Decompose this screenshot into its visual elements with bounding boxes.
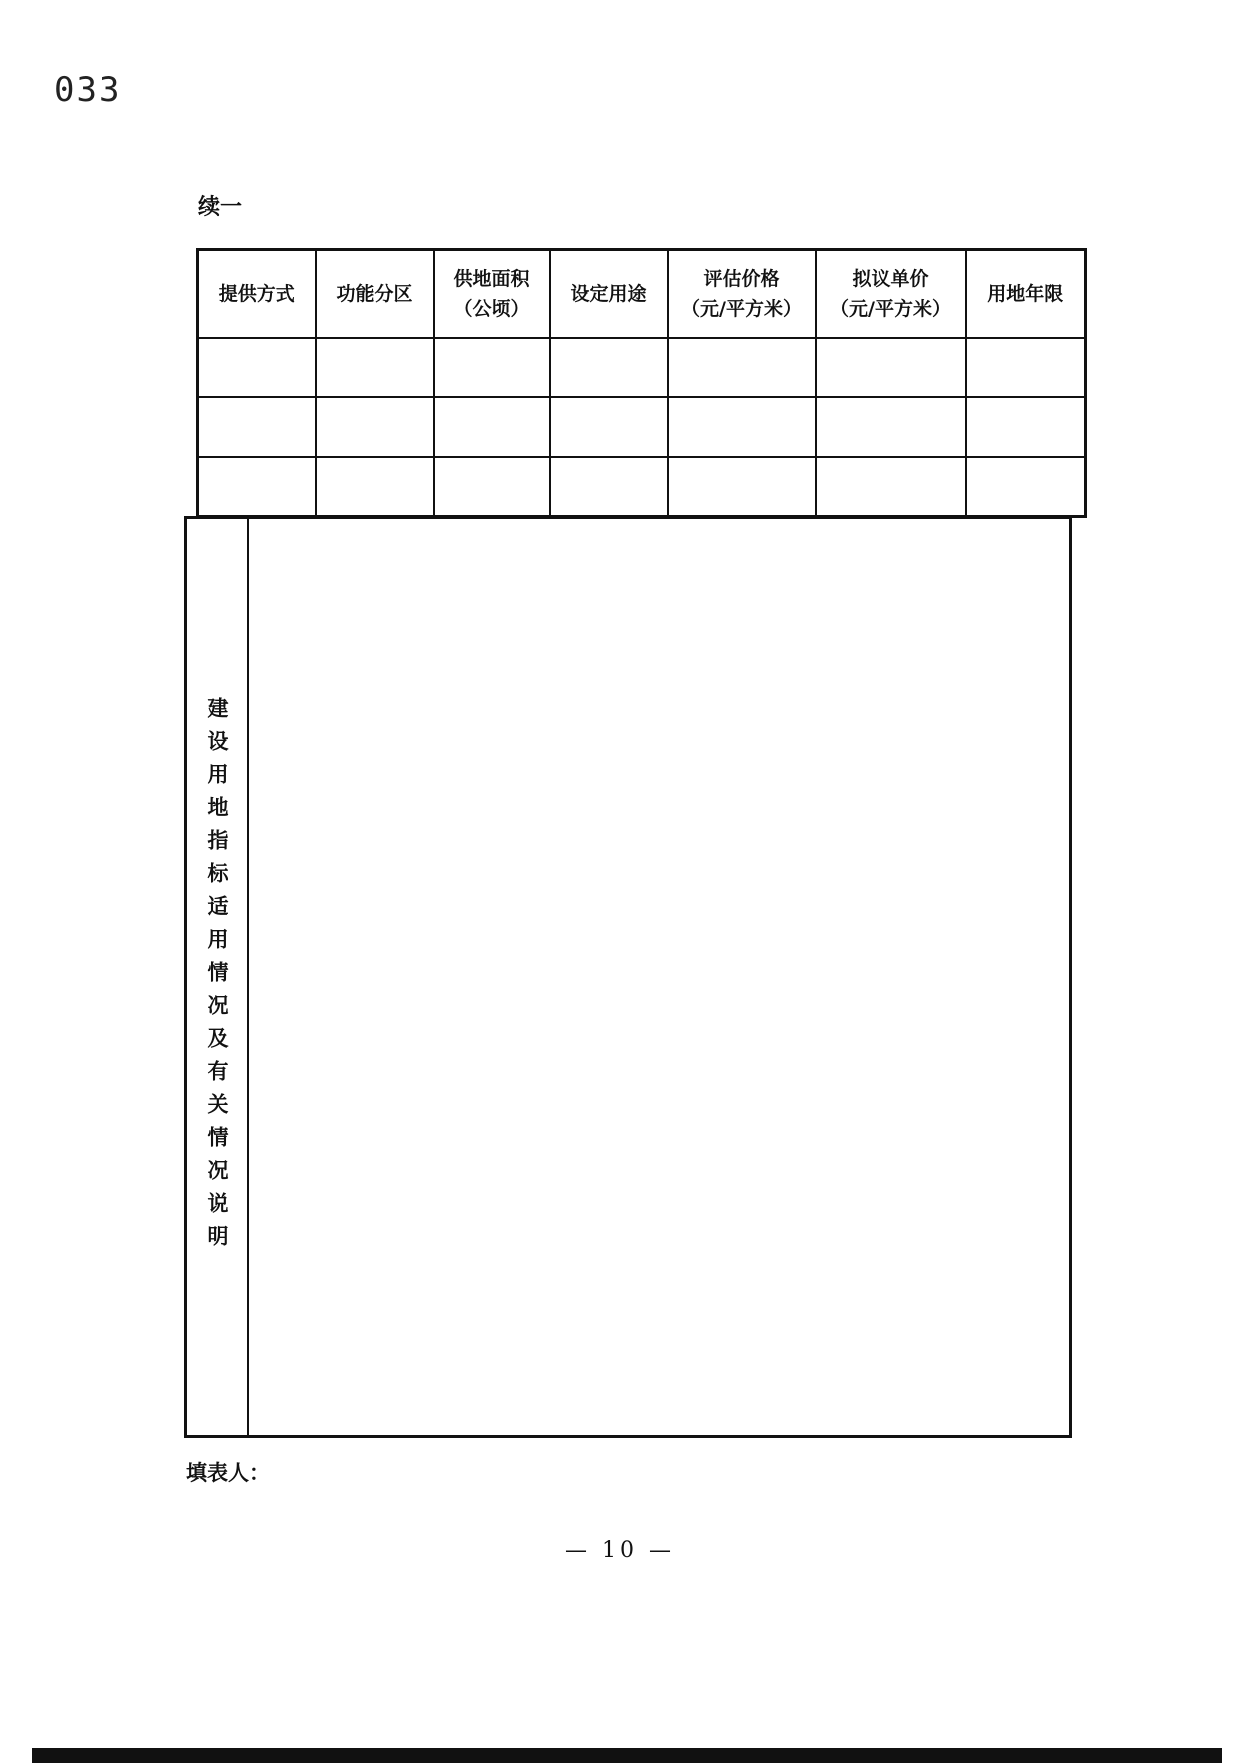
table-cell[interactable]	[316, 397, 434, 457]
table-row	[198, 338, 1086, 398]
table-cell[interactable]	[550, 457, 668, 517]
table-cell[interactable]	[966, 338, 1086, 398]
scan-border-bar	[32, 1748, 1222, 1763]
footer-page-number: — 10 —	[565, 1538, 675, 1563]
table-cell[interactable]	[668, 397, 816, 457]
table-cell[interactable]	[668, 338, 816, 398]
table-cell[interactable]	[434, 397, 550, 457]
header-proposed-unit-price: 拟议单价 （元/平方米）	[816, 250, 966, 338]
table-cell[interactable]	[816, 397, 966, 457]
page-number-stamp: 033	[54, 70, 122, 110]
continuation-label: 续一	[198, 195, 243, 220]
table-cell[interactable]	[816, 338, 966, 398]
land-supply-table	[196, 248, 1087, 518]
table-cell[interactable]	[198, 338, 316, 398]
header-land-area: 供地面积 （公顷）	[434, 250, 550, 338]
notes-section-label-text: 建设用地指标适用情况及有关情况说明	[205, 696, 229, 1258]
header-functional-zone: 功能分区	[316, 250, 434, 338]
header-appraised-price: 评估价格 （元/平方米）	[668, 250, 816, 338]
table-cell[interactable]	[198, 457, 316, 517]
header-supply-method: 提供方式	[198, 250, 316, 338]
table-cell[interactable]	[668, 457, 816, 517]
table-cell[interactable]	[550, 338, 668, 398]
table-cell[interactable]	[434, 338, 550, 398]
table-cell[interactable]	[434, 457, 550, 517]
notes-section-label	[187, 519, 249, 1435]
table-cell[interactable]	[966, 397, 1086, 457]
header-land-use-term: 用地年限	[966, 250, 1086, 338]
table-cell[interactable]	[198, 397, 316, 457]
table-header-row	[198, 250, 1086, 338]
header-designated-use: 设定用途	[550, 250, 668, 338]
table-cell[interactable]	[550, 397, 668, 457]
table-row	[198, 457, 1086, 517]
table-cell[interactable]	[816, 457, 966, 517]
notes-section	[184, 516, 1072, 1438]
table-cell[interactable]	[316, 457, 434, 517]
table-cell[interactable]	[316, 338, 434, 398]
notes-content-area[interactable]	[249, 519, 1069, 1435]
filler-label: 填表人：	[186, 1461, 270, 1485]
table-cell[interactable]	[966, 457, 1086, 517]
table-row	[198, 397, 1086, 457]
